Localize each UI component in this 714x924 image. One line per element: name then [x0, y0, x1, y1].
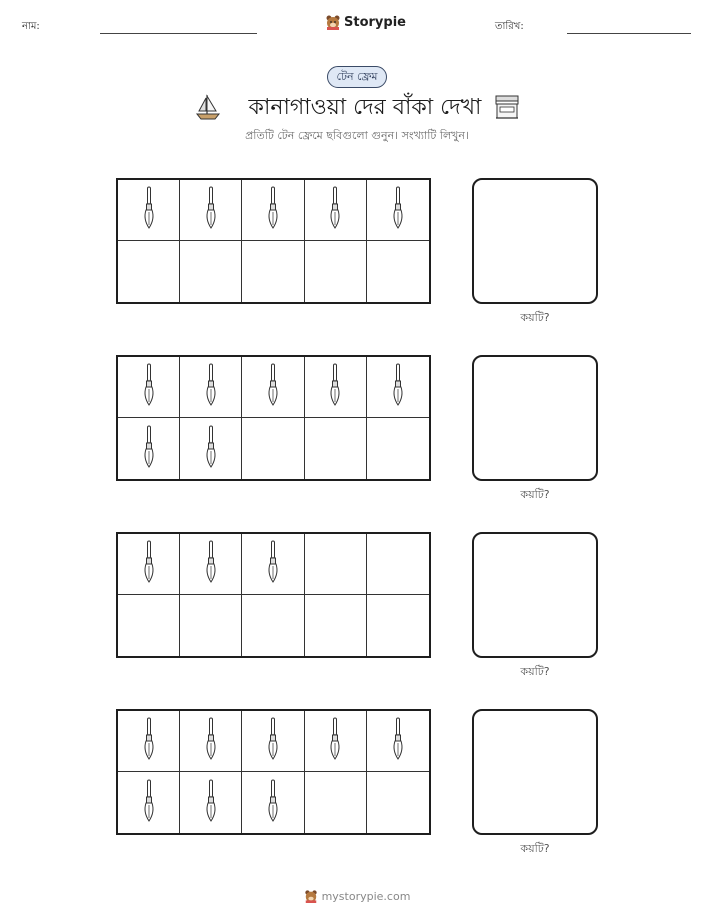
count-question: কয়টি? — [520, 842, 550, 855]
ten-frame-cell — [118, 180, 180, 241]
ten-frame-cell — [305, 595, 367, 656]
paintbrush-icon — [391, 186, 405, 234]
paintbrush-icon — [266, 717, 280, 765]
paintbrush-icon — [204, 363, 218, 411]
ten-frame-cell — [118, 595, 180, 656]
ten-frame-cell — [180, 418, 242, 479]
topic-badge: টেন ফ্রেম — [327, 66, 387, 88]
ten-frame-cell — [242, 418, 304, 479]
brand-logo — [325, 14, 406, 30]
paintbrush-icon — [391, 717, 405, 765]
ten-frame-cell — [367, 418, 429, 479]
brand-name: Storypie — [344, 14, 406, 30]
name-label: নাম: — [22, 21, 40, 32]
paintbrush-icon — [142, 779, 156, 827]
paintbrush-icon — [204, 186, 218, 234]
paintbrush-icon — [142, 540, 156, 588]
instructions: প্রতিটি টেন ফ্রেমে ছবিগুলো গুনুন। সংখ্যাটি লিখুন। — [245, 129, 469, 142]
ten-frame-cell — [118, 418, 180, 479]
ten-frame-cell — [242, 711, 304, 772]
ten-frame-cell — [242, 534, 304, 595]
ten-frame-cell — [305, 241, 367, 302]
ten-frame-cell — [118, 357, 180, 418]
ten-frame-cell — [367, 711, 429, 772]
ten-frame-cell — [242, 595, 304, 656]
ten-frame — [116, 532, 431, 658]
ten-frame-cell — [180, 772, 242, 833]
paintbrush-icon — [142, 186, 156, 234]
ten-frame-cell — [305, 772, 367, 833]
paintbrush-icon — [204, 717, 218, 765]
paintbrush-icon — [266, 186, 280, 234]
ten-frame-cell — [305, 357, 367, 418]
ten-frame-cell — [180, 180, 242, 241]
ten-frame-cell — [367, 241, 429, 302]
ten-frame-cell — [305, 711, 367, 772]
paintbrush-icon — [204, 425, 218, 473]
ten-frame — [116, 355, 431, 481]
paintbrush-icon — [266, 779, 280, 827]
answer-box[interactable] — [472, 355, 598, 481]
ten-frame-cell — [180, 241, 242, 302]
answer-box[interactable] — [472, 178, 598, 304]
paintbrush-icon — [328, 363, 342, 411]
footer — [0, 889, 714, 903]
ten-frame-cell — [118, 241, 180, 302]
paintbrush-icon — [328, 186, 342, 234]
ten-frame-cell — [367, 772, 429, 833]
ten-frame — [116, 709, 431, 835]
ten-frame-cell — [242, 180, 304, 241]
ten-frame-cell — [367, 180, 429, 241]
count-question: কয়টি? — [520, 488, 550, 501]
answer-box[interactable] — [472, 532, 598, 658]
ten-frame-cell — [180, 534, 242, 595]
ten-frame-cell — [367, 595, 429, 656]
ten-frame-cell — [367, 357, 429, 418]
count-question: কয়টি? — [520, 311, 550, 324]
count-question: কয়টি? — [520, 665, 550, 678]
ten-frame-cell — [180, 357, 242, 418]
ten-frame-cell — [180, 595, 242, 656]
worksheet-title: কানাগাওয়া দের বাঁকা দেখা — [248, 95, 482, 120]
paintbrush-icon — [204, 540, 218, 588]
paintbrush-icon — [266, 363, 280, 411]
footer-url[interactable]: mystorypie.com — [321, 889, 411, 903]
name-line[interactable] — [100, 33, 257, 34]
ten-frame-cell — [118, 534, 180, 595]
ten-frame-cell — [242, 241, 304, 302]
ten-frame-cell — [242, 772, 304, 833]
ten-frame — [116, 178, 431, 304]
paintbrush-icon — [142, 363, 156, 411]
ten-frame-cell — [118, 711, 180, 772]
ten-frame-cell — [305, 534, 367, 595]
ten-frame-cell — [118, 772, 180, 833]
paintbrush-icon — [391, 363, 405, 411]
bear-mascot-icon — [304, 889, 318, 903]
ten-frame-cell — [180, 711, 242, 772]
answer-box[interactable] — [472, 709, 598, 835]
paintbrush-icon — [328, 717, 342, 765]
date-line[interactable] — [567, 33, 691, 34]
paintbrush-icon — [204, 779, 218, 827]
bear-mascot-icon — [325, 14, 341, 30]
ten-frame-cell — [305, 180, 367, 241]
paintbrush-icon — [142, 425, 156, 473]
paintbrush-icon — [266, 540, 280, 588]
ten-frame-cell — [305, 418, 367, 479]
paintbrush-icon — [142, 717, 156, 765]
ten-frame-cell — [242, 357, 304, 418]
ten-frame-cell — [367, 534, 429, 595]
date-label: তারিখ: — [495, 21, 524, 32]
shop-icon — [493, 93, 521, 121]
